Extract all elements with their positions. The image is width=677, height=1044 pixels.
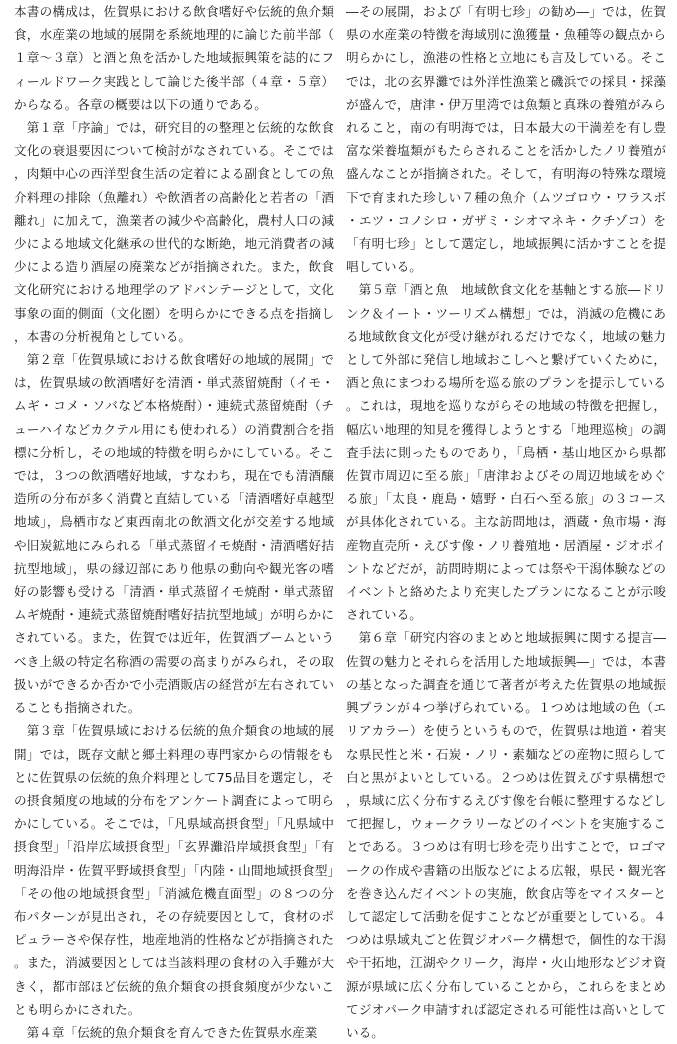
left-column (14, 0, 334, 1044)
chapter-4-paragraph-start: 第４章「伝統的魚介類食を育んできた佐賀県水産業 (26, 1024, 318, 1040)
intro-paragraph: 本書の構成は，佐賀県における飲食嗜好や伝統的魚介類食，水産業の地域的展開を系統地理的に論じた前半部（１章～３章）と酒と魚を活かした地域振興策を誌的にフィールドワーク実践として論じた後半部（４章・５章）からなる。各章の概要は以下の通りである。 (14, 4, 334, 112)
chapter-1-paragraph: 第１章「序論」では，研究目的の整理と伝統的な飲食文化の衰退要因について検討がなされている。そこでは，肉類中心の西洋型食生活の定着による副食としての魚介料理の排除（魚離れ）や飲酒者の高齢化と若者の「酒離れ」に加えて，漁業者の減少や高齢化，農村人口の減少による地域文化継承の世代的な断絶，地元消費者の減少による造り酒屋の廃業などが指摘された。また，飲食文化研究における地理学のアドバンテージとして，文化事象の面的側面（文化圏）を明らかにできる点を指摘し，本書の分析視角としている。 (14, 120, 334, 344)
right-column (346, 0, 666, 1044)
chapter-3-paragraph: 第３章「佐賀県域における伝統的魚介類食の地域的展開」では，既存文献と郷土料理の専門家からの情報をもとに佐賀県の伝統的魚介料理として75品目を選定し，その摂食頻度の地域的分布をアンケート調査によって明らかにしている。そこでは，「凡県域高摂食型」「凡県域中摂食型」「沿岸広域摂食型」「玄界灘沿岸域摂食型」「有明海沿岸・佐賀平野域摂食型」「内陸・山間地域摂食型」「その他の地域摂食型」「消滅危機直面型」の８つの分布パターンが見出され，その存続要因として，食材のポピュラーさや保存性，地産地消的性格などが指摘された。また，消滅要因としては当該料理の食材の入手難が大きく，都市部ほど伝統的魚介類食の摂食頻度が少ないことも明らかにされた。 (14, 723, 334, 1017)
chapter-4-paragraph-continued: ―その展開，および「有明七珍」の勧め―」では，佐賀県の水産業の特徴を海域別に漁獲量・魚種等の観点から明らかにし，漁港の性格と立地にも言及している。そこでは，北の玄界灘では外洋性漁業と磯浜での採貝・採藻が盛んで，唐津・伊万里湾では魚類と真珠の養殖がみられること，南の有明海では，日本最大の干満差を有し豊富な栄養塩類がもたらされることを活かしたノリ養殖が盛んなことが指摘された。そして，有明海の特殊な環境下で育まれた珍しい７種の魚介（ムツゴロウ・ワラスボ・エツ・コノシロ・ガザミ・シオマネキ・クチゾコ）を「有明七珍」として選定し，地域振興に活かすことを提唱している。 (346, 4, 666, 275)
chapter-6-paragraph: 第６章「研究内容のまとめと地域振興に関する提言―佐賀の魅力とそれらを活用した地域振興―」では，本書の基となった調査を通じて著者が考えた佐賀県の地域振興プランが４つ挙げられている。１つめは地域の色（エリアカラー）を使うというもので，佐賀県は地道・着実な県民性と米・石炭・ノリ・素麺などの産物に照らして白と黒がよいとしている。２つめは佐賀えびす県構想で，県域に広く分布するえびす像を台帳に整理するなどして把握し，ウォークラリーなどのイベントを実施することである。３つめは有明七珍を売り出すことで，ロゴマークの作成や書籍の出版などによる広報，県民・観光客を巻き込んだイベントの実施，飲食店等をマイスターとして認定して活動を促すことなどが重要としている。４つめは県域丸ごと佐賀ジオパーク構想で，個性的な干潟や干拓地，江湖やクリーク，海岸・火山地形などジオ資源が県域に広く分布していることから，これらをまとめてジオパーク申請すれば認定される可能性は高いとしている。 (346, 630, 666, 1040)
chapter-2-paragraph: 第２章「佐賀県域における飲食嗜好の地域的展開」では，佐賀県域の飲酒嗜好を清酒・単式蒸留焼酎（イモ・ムギ・コメ・ソバなど本格焼酎）・連続式蒸留焼酎（チューハイなどカクテル用にも使われる）の消費割合を指標に分析し，その地域的特徴を明らかにしている。そこでは，３つの飲酒嗜好地域，すなわち，現在でも清酒醸造所の分布が多く消費と直結している「清酒嗜好卓越型地域」，鳥栖市など東西南北の飲酒文化が交差する地域や旧炭鉱地にみられる「単式蒸留イモ焼酎・清酒嗜好拮抗型地域」，県の縁辺部にあり他県の動向や観光客の嗜好の影響も受ける「清酒・単式蒸留イモ焼酎・単式蒸留ムギ焼酎・連続式蒸留焼酎嗜好拮抗型地域」が明らかにされている。また，佐賀では近年，佐賀酒ブームというべき上級の特定名称酒の需要の高まりがみられ，その取扱いができるか否かで小売酒販店の経営が左右されていることも指摘された。 (14, 352, 334, 716)
chapter-5-paragraph: 第５章「酒と魚 地域飲食文化を基軸とする旅―ドリンク＆イート・ツーリズム構想」では，消滅の危機にある地域飲食文化が受け継がれるだけでなく，地域の魅力として外部に発信し地域おこしへと繋げていくために，酒と魚にまつわる場所を巡る旅のプランを提示している。これは，現地を巡りながらその地域の特徴を把握し，幅広い地理的知見を獲得しようとする「地理巡検」の調査手法に則ったものであり，「鳥栖・基山地区から県都佐賀市周辺に至る旅」「唐津およびその周辺地域をめぐる旅」「太良・鹿島・嬉野・白石へ至る旅」の３コースが具体化されている。主な訪問地は，酒蔵・魚市場・海産物直売所・えびす像・ノリ養殖地・居酒屋・ジオポイントなどだが，訪問時期によっては祭や干潟体験などのイベントと絡めたより充実したプランになることが示唆されている。 (346, 282, 666, 623)
